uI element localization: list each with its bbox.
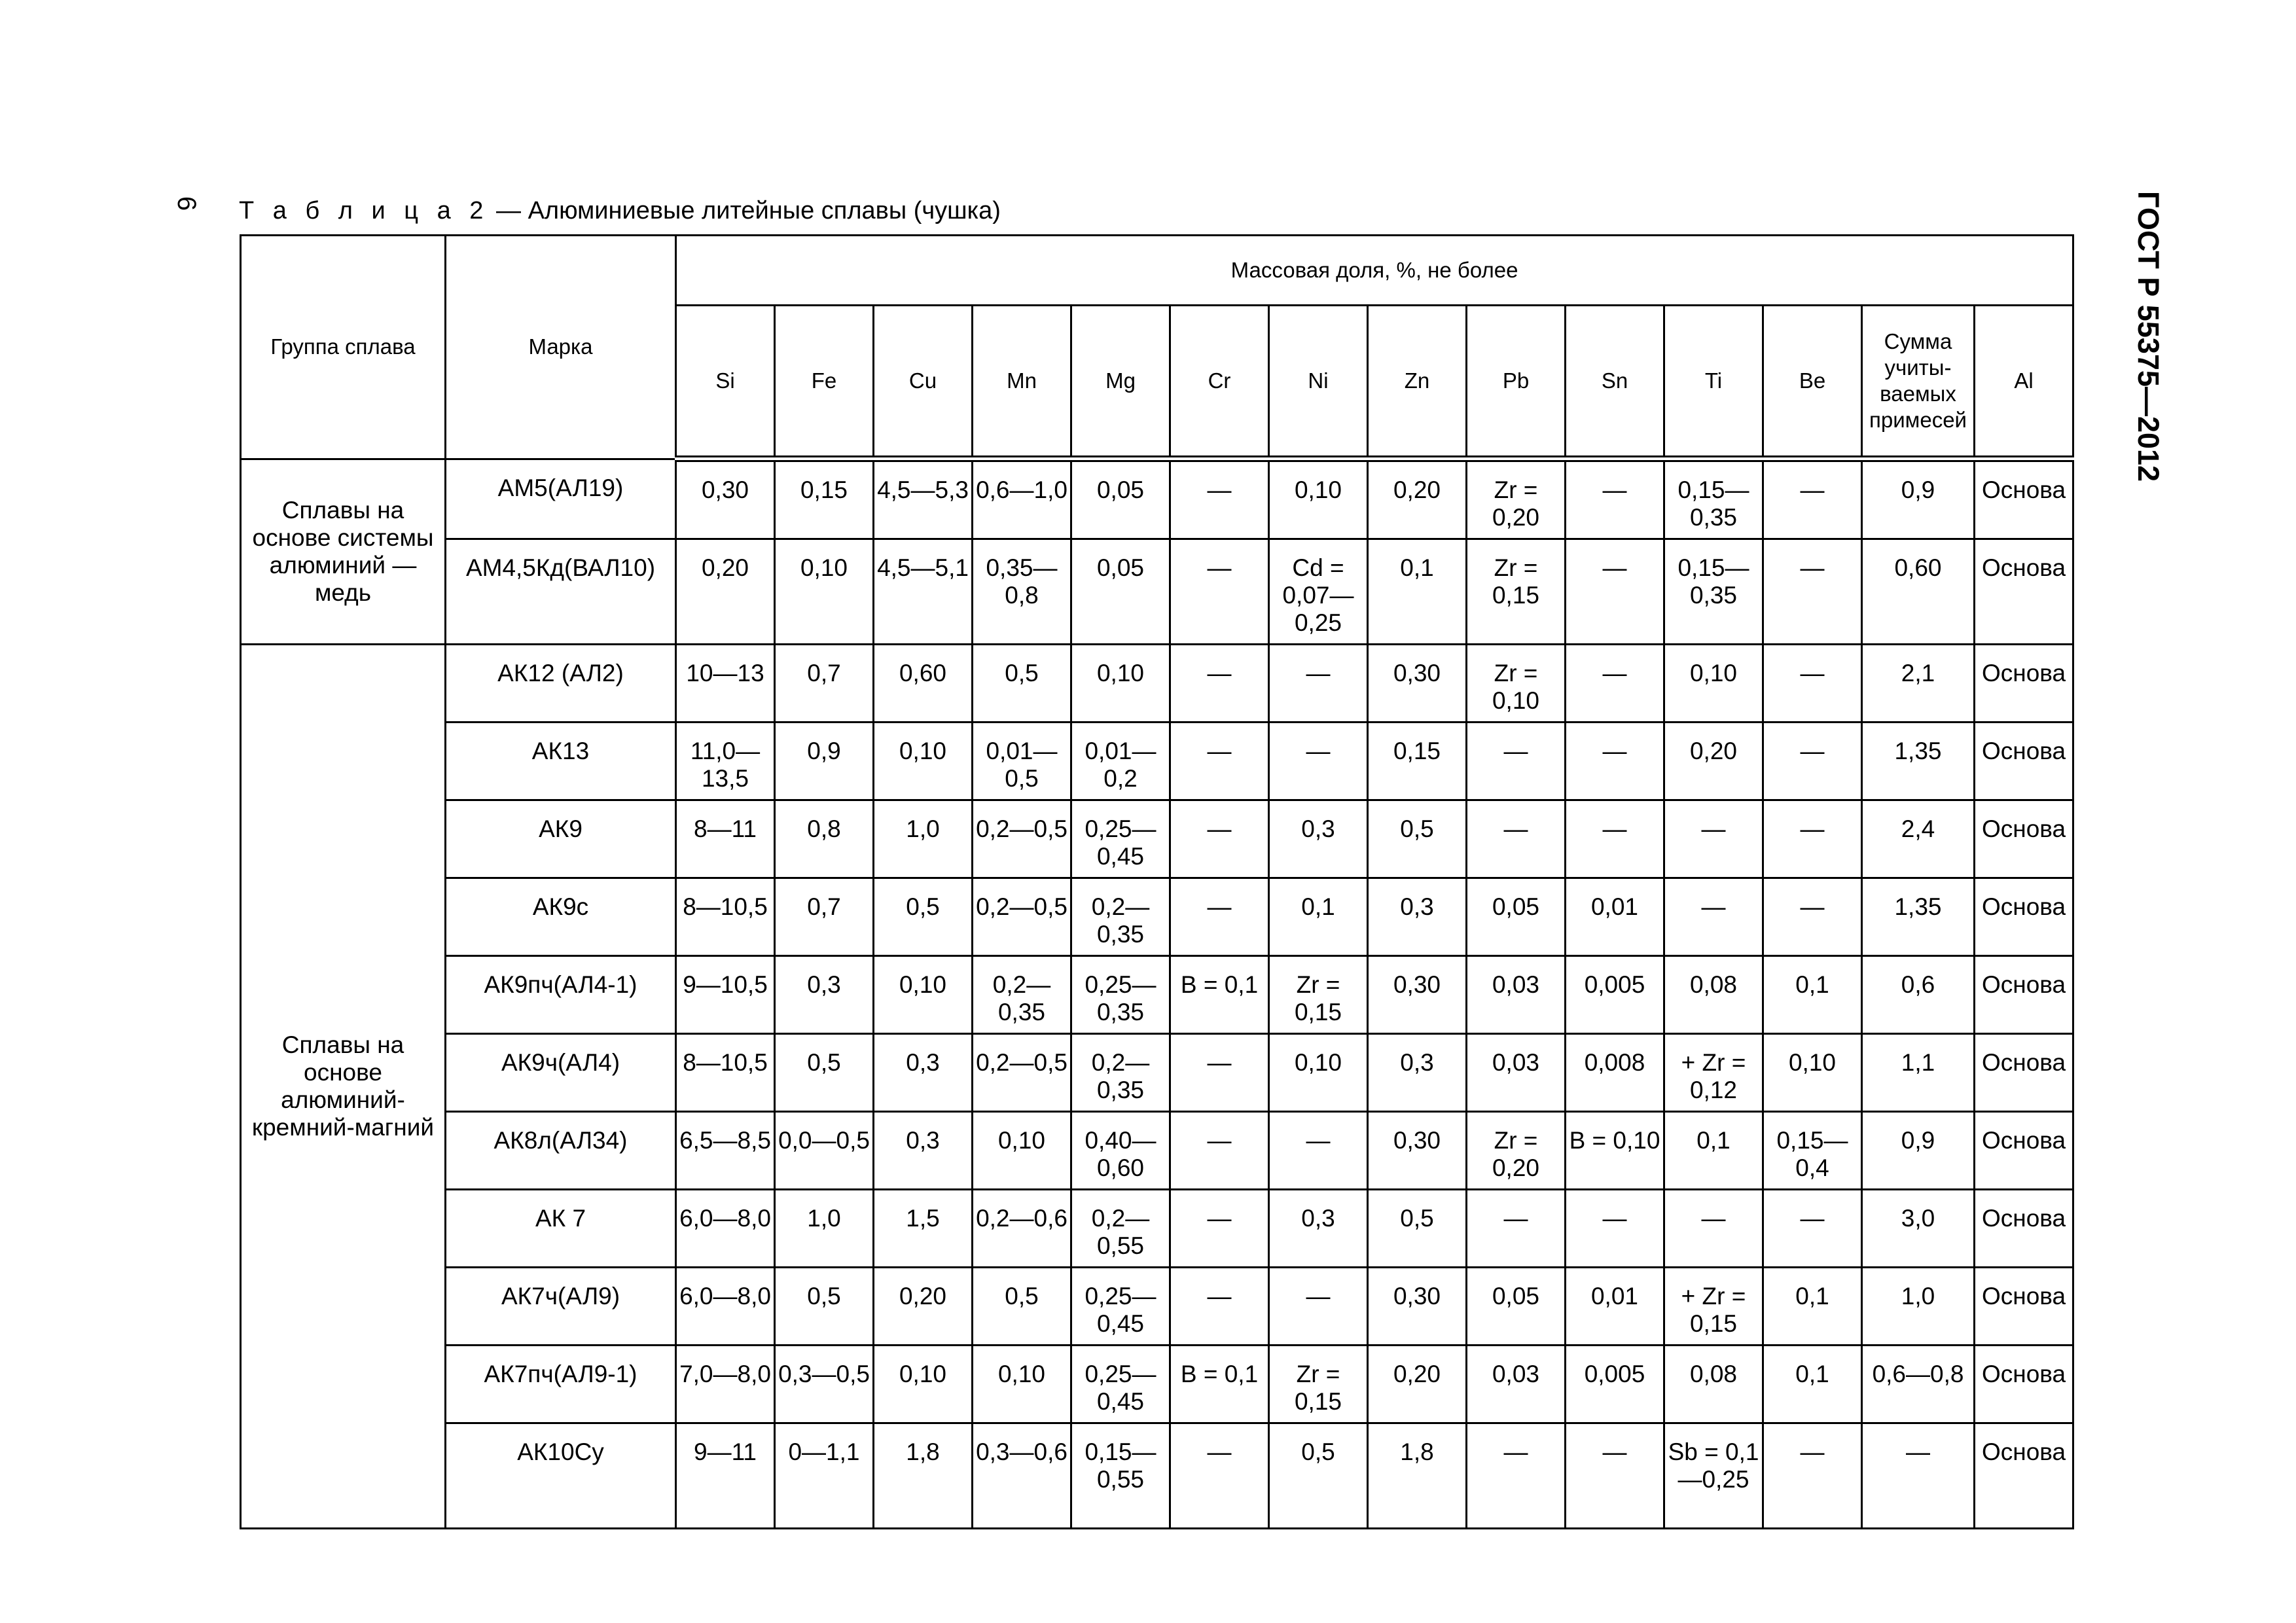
pb-cell: 0,05 bbox=[1467, 1268, 1566, 1346]
si-cell: 0,30 bbox=[676, 459, 775, 539]
header-be: Be bbox=[1763, 306, 1862, 459]
sn-cell: 0,005 bbox=[1566, 1346, 1664, 1423]
grade-cell: АК9пч(АЛ4-1) bbox=[446, 956, 676, 1034]
zn-cell: 0,30 bbox=[1368, 1268, 1467, 1346]
fe-cell: 0,15 bbox=[775, 459, 874, 539]
sn-cell: 0,008 bbox=[1566, 1034, 1664, 1112]
cu-cell: 1,0 bbox=[874, 800, 973, 878]
mn-cell: 0,5 bbox=[973, 1268, 1071, 1346]
mn-cell: 0,2—0,5 bbox=[973, 878, 1071, 956]
ti-cell: Sb = 0,1—0,25 bbox=[1664, 1423, 1763, 1529]
grade-cell: АК10Су bbox=[446, 1423, 676, 1529]
fe-cell: 0,0—0,5 bbox=[775, 1112, 874, 1190]
mg-cell: 0,01—0,2 bbox=[1071, 722, 1170, 800]
al-cell: Основа bbox=[1975, 645, 2073, 722]
ti-cell: 0,1 bbox=[1664, 1112, 1763, 1190]
grade-cell: АК9ч(АЛ4) bbox=[446, 1034, 676, 1112]
table-row bbox=[241, 1190, 2073, 1268]
be-cell: — bbox=[1763, 645, 1862, 722]
cr-cell: — bbox=[1170, 1268, 1269, 1346]
cu-cell: 0,5 bbox=[874, 878, 973, 956]
table-row bbox=[241, 878, 2073, 956]
ni-cell: Cd = 0,07—0,25 bbox=[1269, 539, 1368, 645]
sn-cell: — bbox=[1566, 539, 1664, 645]
sn-cell: — bbox=[1566, 459, 1664, 539]
zn-cell: 0,5 bbox=[1368, 800, 1467, 878]
pb-cell: Zr = 0,20 bbox=[1467, 1112, 1566, 1190]
header-zn: Zn bbox=[1368, 306, 1467, 459]
cr-cell: B = 0,1 bbox=[1170, 956, 1269, 1034]
ni-cell: — bbox=[1269, 722, 1368, 800]
ni-cell: 0,3 bbox=[1269, 1190, 1368, 1268]
table-caption bbox=[239, 195, 1001, 226]
header-mass-fraction: Массовая доля, %, не более bbox=[676, 236, 2073, 306]
sum-cell: 1,35 bbox=[1862, 878, 1975, 956]
si-cell: 7,0—8,0 bbox=[676, 1346, 775, 1423]
pb-cell: 0,03 bbox=[1467, 1346, 1566, 1423]
header-sn: Sn bbox=[1566, 306, 1664, 459]
al-cell: Основа bbox=[1975, 1423, 2073, 1529]
pb-cell: — bbox=[1467, 1423, 1566, 1529]
al-cell: Основа bbox=[1975, 722, 2073, 800]
pb-cell: — bbox=[1467, 1190, 1566, 1268]
si-cell: 11,0—13,5 bbox=[676, 722, 775, 800]
cu-cell: 0,10 bbox=[874, 956, 973, 1034]
mn-cell: 0,2—0,6 bbox=[973, 1190, 1071, 1268]
mn-cell: 0,2—0,5 bbox=[973, 1034, 1071, 1112]
zn-cell: 0,5 bbox=[1368, 1190, 1467, 1268]
ti-cell: — bbox=[1664, 878, 1763, 956]
al-cell: Основа bbox=[1975, 1190, 2073, 1268]
header-fe: Fe bbox=[775, 306, 874, 459]
pb-cell: Zr = 0,20 bbox=[1467, 459, 1566, 539]
cu-cell: 1,8 bbox=[874, 1423, 973, 1529]
fe-cell: 1,0 bbox=[775, 1190, 874, 1268]
ti-cell: + Zr = 0,12 bbox=[1664, 1034, 1763, 1112]
sn-cell: — bbox=[1566, 1423, 1664, 1529]
be-cell: 0,1 bbox=[1763, 1268, 1862, 1346]
be-cell: 0,15—0,4 bbox=[1763, 1112, 1862, 1190]
cr-cell: — bbox=[1170, 1423, 1269, 1529]
page-number: 6 bbox=[172, 196, 201, 211]
be-cell: — bbox=[1763, 878, 1862, 956]
sn-cell: — bbox=[1566, 645, 1664, 722]
ti-cell: 0,15—0,35 bbox=[1664, 539, 1763, 645]
header-cr: Cr bbox=[1170, 306, 1269, 459]
al-cell: Основа bbox=[1975, 878, 2073, 956]
ti-cell: — bbox=[1664, 1190, 1763, 1268]
zn-cell: 0,20 bbox=[1368, 459, 1467, 539]
ti-cell: + Zr = 0,15 bbox=[1664, 1268, 1763, 1346]
si-cell: 8—10,5 bbox=[676, 1034, 775, 1112]
mg-cell: 0,25—0,35 bbox=[1071, 956, 1170, 1034]
zn-cell: 0,30 bbox=[1368, 645, 1467, 722]
si-cell: 6,5—8,5 bbox=[676, 1112, 775, 1190]
grade-cell: АК12 (АЛ2) bbox=[446, 645, 676, 722]
be-cell: — bbox=[1763, 1190, 1862, 1268]
fe-cell: 0,5 bbox=[775, 1268, 874, 1346]
cu-cell: 1,5 bbox=[874, 1190, 973, 1268]
al-cell: Основа bbox=[1975, 539, 2073, 645]
mn-cell: 0,35—0,8 bbox=[973, 539, 1071, 645]
ni-cell: Zr = 0,15 bbox=[1269, 1346, 1368, 1423]
grade-cell: АК9 bbox=[446, 800, 676, 878]
sn-cell: — bbox=[1566, 1190, 1664, 1268]
mg-cell: 0,25—0,45 bbox=[1071, 800, 1170, 878]
ni-cell: 0,10 bbox=[1269, 1034, 1368, 1112]
document-code: ГОСТ Р 55375—2012 bbox=[2132, 191, 2165, 482]
cr-cell: — bbox=[1170, 1034, 1269, 1112]
sum-cell: 1,35 bbox=[1862, 722, 1975, 800]
mg-cell: 0,2—0,55 bbox=[1071, 1190, 1170, 1268]
fe-cell: 0,7 bbox=[775, 878, 874, 956]
pb-cell: — bbox=[1467, 722, 1566, 800]
be-cell: — bbox=[1763, 1423, 1862, 1529]
fe-cell: 0,9 bbox=[775, 722, 874, 800]
table-row bbox=[241, 1268, 2073, 1346]
zn-cell: 0,1 bbox=[1368, 539, 1467, 645]
sn-cell: 0,01 bbox=[1566, 1268, 1664, 1346]
table-row bbox=[241, 956, 2073, 1034]
table-row bbox=[241, 539, 2073, 645]
ni-cell: — bbox=[1269, 645, 1368, 722]
mg-cell: 0,05 bbox=[1071, 459, 1170, 539]
ti-cell: 0,10 bbox=[1664, 645, 1763, 722]
table-row bbox=[241, 1423, 2073, 1529]
mn-cell: 0,2—0,5 bbox=[973, 800, 1071, 878]
ti-cell: 0,08 bbox=[1664, 956, 1763, 1034]
header-ni: Ni bbox=[1269, 306, 1368, 459]
table-row bbox=[241, 800, 2073, 878]
cu-cell: 0,3 bbox=[874, 1034, 973, 1112]
mg-cell: 0,2—0,35 bbox=[1071, 1034, 1170, 1112]
pb-cell: Zr = 0,10 bbox=[1467, 645, 1566, 722]
al-cell: Основа bbox=[1975, 459, 2073, 539]
si-cell: 8—10,5 bbox=[676, 878, 775, 956]
grade-cell: АМ4,5Кд(ВАЛ10) bbox=[446, 539, 676, 645]
sum-cell: 1,1 bbox=[1862, 1034, 1975, 1112]
al-cell: Основа bbox=[1975, 800, 2073, 878]
ti-cell: — bbox=[1664, 800, 1763, 878]
header-sum-impurities: Сумма учиты-ваемых примесей bbox=[1862, 306, 1975, 459]
be-cell: 0,10 bbox=[1763, 1034, 1862, 1112]
cr-cell: — bbox=[1170, 800, 1269, 878]
table-row bbox=[241, 1034, 2073, 1112]
mn-cell: 0,3—0,6 bbox=[973, 1423, 1071, 1529]
mn-cell: 0,6—1,0 bbox=[973, 459, 1071, 539]
sum-cell: 0,9 bbox=[1862, 459, 1975, 539]
mg-cell: 0,05 bbox=[1071, 539, 1170, 645]
mg-cell: 0,25—0,45 bbox=[1071, 1346, 1170, 1423]
sum-cell: 2,1 bbox=[1862, 645, 1975, 722]
si-cell: 6,0—8,0 bbox=[676, 1268, 775, 1346]
cu-cell: 0,20 bbox=[874, 1268, 973, 1346]
cu-cell: 4,5—5,3 bbox=[874, 459, 973, 539]
al-cell: Основа bbox=[1975, 956, 2073, 1034]
sn-cell: — bbox=[1566, 800, 1664, 878]
zn-cell: 0,3 bbox=[1368, 878, 1467, 956]
alloy-table bbox=[240, 234, 2074, 1529]
si-cell: 9—10,5 bbox=[676, 956, 775, 1034]
cr-cell: — bbox=[1170, 1190, 1269, 1268]
ti-cell: 0,15—0,35 bbox=[1664, 459, 1763, 539]
header-group: Группа сплава bbox=[241, 236, 446, 459]
header-mn: Mn bbox=[973, 306, 1071, 459]
be-cell: — bbox=[1763, 459, 1862, 539]
grade-cell: АМ5(АЛ19) bbox=[446, 459, 676, 539]
mn-cell: 0,10 bbox=[973, 1346, 1071, 1423]
mg-cell: 0,2—0,35 bbox=[1071, 878, 1170, 956]
pb-cell: — bbox=[1467, 800, 1566, 878]
sn-cell: 0,005 bbox=[1566, 956, 1664, 1034]
ti-cell: 0,20 bbox=[1664, 722, 1763, 800]
table-row bbox=[241, 459, 2073, 539]
fe-cell: 0,3—0,5 bbox=[775, 1346, 874, 1423]
be-cell: 0,1 bbox=[1763, 1346, 1862, 1423]
fe-cell: 0,8 bbox=[775, 800, 874, 878]
fe-cell: 0,5 bbox=[775, 1034, 874, 1112]
si-cell: 8—11 bbox=[676, 800, 775, 878]
ni-cell: 0,1 bbox=[1269, 878, 1368, 956]
zn-cell: 0,30 bbox=[1368, 956, 1467, 1034]
fe-cell: 0,7 bbox=[775, 645, 874, 722]
cr-cell: — bbox=[1170, 539, 1269, 645]
table-row bbox=[241, 722, 2073, 800]
sum-cell: 2,4 bbox=[1862, 800, 1975, 878]
cr-cell: — bbox=[1170, 878, 1269, 956]
zn-cell: 0,30 bbox=[1368, 1112, 1467, 1190]
be-cell: 0,1 bbox=[1763, 956, 1862, 1034]
ni-cell: 0,3 bbox=[1269, 800, 1368, 878]
al-cell: Основа bbox=[1975, 1346, 2073, 1423]
mg-cell: 0,25—0,45 bbox=[1071, 1268, 1170, 1346]
table-row bbox=[241, 1346, 2073, 1423]
grade-cell: АК7пч(АЛ9-1) bbox=[446, 1346, 676, 1423]
sum-cell: 0,9 bbox=[1862, 1112, 1975, 1190]
table-row bbox=[241, 645, 2073, 722]
fe-cell: 0—1,1 bbox=[775, 1423, 874, 1529]
sum-cell: 0,6 bbox=[1862, 956, 1975, 1034]
pb-cell: 0,03 bbox=[1467, 956, 1566, 1034]
header-cu: Cu bbox=[874, 306, 973, 459]
sn-cell: — bbox=[1566, 722, 1664, 800]
al-cell: Основа bbox=[1975, 1034, 2073, 1112]
pb-cell: 0,05 bbox=[1467, 878, 1566, 956]
si-cell: 6,0—8,0 bbox=[676, 1190, 775, 1268]
mn-cell: 0,5 bbox=[973, 645, 1071, 722]
grade-cell: АК8л(АЛ34) bbox=[446, 1112, 676, 1190]
be-cell: — bbox=[1763, 722, 1862, 800]
cr-cell: — bbox=[1170, 722, 1269, 800]
alloy-group-cell: Сплавы на основе алюминий-кремний-магний bbox=[241, 645, 446, 1529]
header-grade: Марка bbox=[446, 236, 676, 459]
table-caption-title: — Алюминиевые литейные сплавы (чушка) bbox=[489, 197, 1001, 224]
mg-cell: 0,40—0,60 bbox=[1071, 1112, 1170, 1190]
si-cell: 0,20 bbox=[676, 539, 775, 645]
cu-cell: 0,10 bbox=[874, 1346, 973, 1423]
grade-cell: АК9с bbox=[446, 878, 676, 956]
zn-cell: 1,8 bbox=[1368, 1423, 1467, 1529]
mn-cell: 0,01—0,5 bbox=[973, 722, 1071, 800]
pb-cell: Zr = 0,15 bbox=[1467, 539, 1566, 645]
fe-cell: 0,3 bbox=[775, 956, 874, 1034]
mg-cell: 0,10 bbox=[1071, 645, 1170, 722]
zn-cell: 0,20 bbox=[1368, 1346, 1467, 1423]
table-row bbox=[241, 1112, 2073, 1190]
zn-cell: 0,15 bbox=[1368, 722, 1467, 800]
header-ti: Ti bbox=[1664, 306, 1763, 459]
sum-cell: 0,6—0,8 bbox=[1862, 1346, 1975, 1423]
ni-cell: 0,5 bbox=[1269, 1423, 1368, 1529]
sum-cell: 0,60 bbox=[1862, 539, 1975, 645]
al-cell: Основа bbox=[1975, 1268, 2073, 1346]
cu-cell: 0,3 bbox=[874, 1112, 973, 1190]
be-cell: — bbox=[1763, 800, 1862, 878]
al-cell: Основа bbox=[1975, 1112, 2073, 1190]
si-cell: 10—13 bbox=[676, 645, 775, 722]
header-si: Si bbox=[676, 306, 775, 459]
zn-cell: 0,3 bbox=[1368, 1034, 1467, 1112]
cr-cell: — bbox=[1170, 645, 1269, 722]
fe-cell: 0,10 bbox=[775, 539, 874, 645]
sn-cell: B = 0,10 bbox=[1566, 1112, 1664, 1190]
cr-cell: B = 0,1 bbox=[1170, 1346, 1269, 1423]
cr-cell: — bbox=[1170, 1112, 1269, 1190]
ti-cell: 0,08 bbox=[1664, 1346, 1763, 1423]
mn-cell: 0,2—0,35 bbox=[973, 956, 1071, 1034]
header-al: Al bbox=[1975, 306, 2073, 459]
mg-cell: 0,15—0,55 bbox=[1071, 1423, 1170, 1529]
ni-cell: — bbox=[1269, 1112, 1368, 1190]
alloy-table-body bbox=[241, 459, 2073, 1529]
pb-cell: 0,03 bbox=[1467, 1034, 1566, 1112]
ni-cell: Zr = 0,15 bbox=[1269, 956, 1368, 1034]
grade-cell: АК7ч(АЛ9) bbox=[446, 1268, 676, 1346]
cu-cell: 4,5—5,1 bbox=[874, 539, 973, 645]
mn-cell: 0,10 bbox=[973, 1112, 1071, 1190]
cu-cell: 0,60 bbox=[874, 645, 973, 722]
sum-cell: 3,0 bbox=[1862, 1190, 1975, 1268]
alloy-group-cell: Сплавы на основе системы алюминий — медь bbox=[241, 459, 446, 645]
ni-cell: — bbox=[1269, 1268, 1368, 1346]
sum-cell: 1,0 bbox=[1862, 1268, 1975, 1346]
sn-cell: 0,01 bbox=[1566, 878, 1664, 956]
si-cell: 9—11 bbox=[676, 1423, 775, 1529]
be-cell: — bbox=[1763, 539, 1862, 645]
header-mg: Mg bbox=[1071, 306, 1170, 459]
cu-cell: 0,10 bbox=[874, 722, 973, 800]
cr-cell: — bbox=[1170, 459, 1269, 539]
header-pb: Pb bbox=[1467, 306, 1566, 459]
grade-cell: АК13 bbox=[446, 722, 676, 800]
sum-cell: — bbox=[1862, 1423, 1975, 1529]
table-caption-number: Т а б л и ц а 2 bbox=[239, 197, 490, 224]
ni-cell: 0,10 bbox=[1269, 459, 1368, 539]
grade-cell: АК 7 bbox=[446, 1190, 676, 1268]
